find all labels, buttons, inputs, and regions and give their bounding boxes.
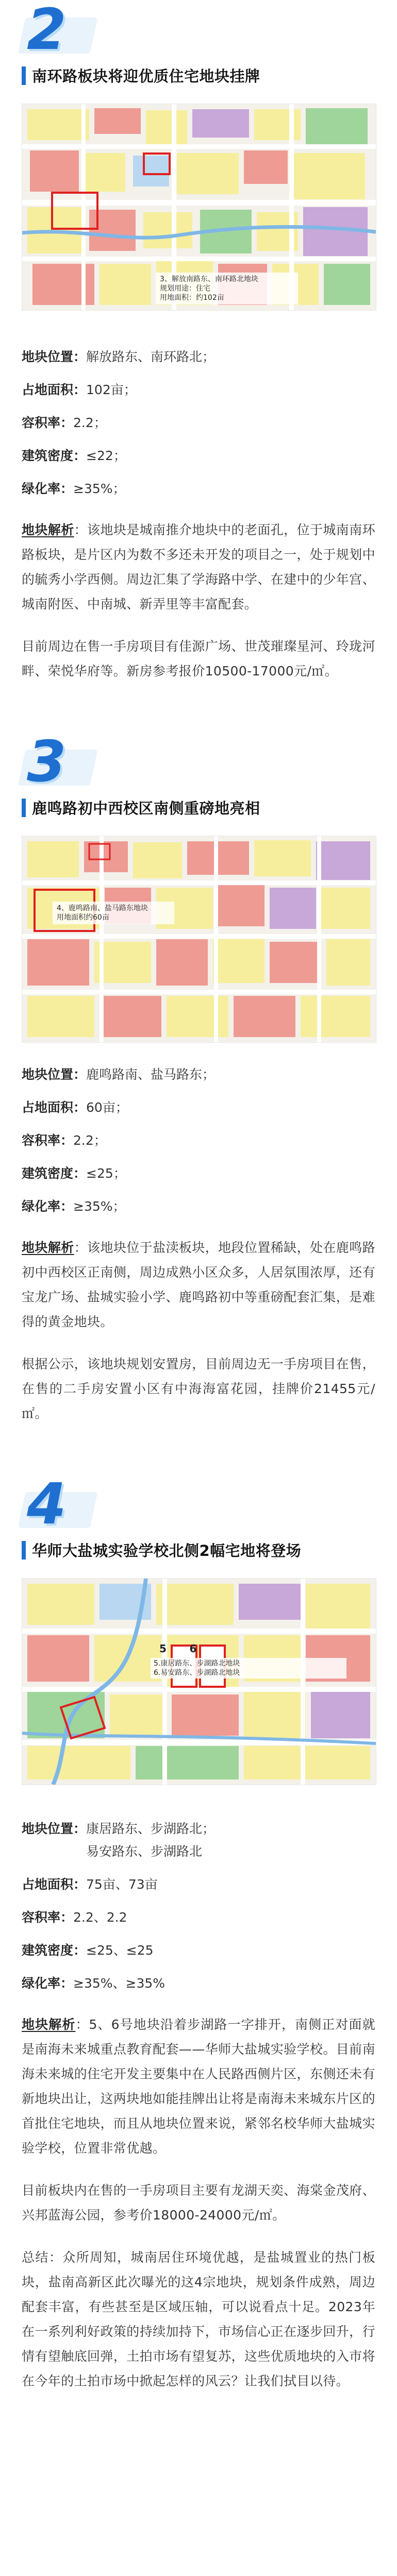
map-label: 5.康居路东、步湖路北地块: [154, 1659, 240, 1668]
field-green-rate: 绿化率：≥35%、≥35%: [22, 1976, 166, 1991]
section-title: 华师大盐城实验学校北侧2幅宅地将登场: [32, 1542, 302, 1560]
field-green-rate: 绿化率：≥35%；: [22, 1199, 126, 1214]
map-label: 用地面积约60亩: [57, 913, 109, 922]
section-number-3: [22, 728, 375, 794]
section-3: [0, 728, 397, 1475]
field-building-density: 建筑密度：≤25；: [22, 1166, 126, 1181]
map-svg: [22, 1579, 376, 1785]
plot-number-label: 5: [159, 1642, 167, 1655]
field-location: 地块位置：康居路东、步湖路北； 易安路东、步湖路北: [22, 1821, 216, 1859]
map-label-box: [156, 273, 298, 304]
analysis-paragraph: 地块解析：5、6号地块沿着步湖路一字排开，南侧正对面就是南海未来城重点教育配套——华师大盐城实验学校。目前南海未来城的住宅开发主要集中在人民路西侧片区，东侧还未有新地块出让，这两块地如能挂牌出让将是南海未来城东片区的首批住宅地块，而且从地块位置来说，紧邻名校华师大盐城实验学校，位置非常优越。: [22, 2017, 375, 2156]
analysis-paragraph: 地块解析：该地块是城南推介地块中的老面孔，位于城南南环路板块，是片区内为数不多还未开发的项目之一，处于规划中的毓秀小学西侧。周边汇集了学海路中学、在建中的少年宫、城南附医、中南城、新弄里等丰富配套。: [22, 522, 376, 612]
section-2: [0, 0, 397, 732]
section-title-bar: [22, 797, 375, 818]
field-plot-ratio: 容积率：2.2；: [22, 415, 107, 430]
map-svg: [22, 836, 376, 1042]
map-label: 4、鹿鸣路南、盐马路东地块: [57, 904, 148, 912]
market-paragraph: 目前周边在售一手房项目有佳源广场、世茂璀璨星河、玲珑河畔、荣悦华府等。新房参考报价10500-17000元/㎡。: [22, 639, 375, 679]
field-building-density: 建筑密度：≤25、≤25: [22, 1943, 154, 1958]
section-title: 南环路板块将迎优质住宅地块挂牌: [32, 67, 260, 85]
plot-number-label: 6: [189, 1642, 197, 1655]
map-label-box: [53, 902, 174, 924]
section-number: 4: [27, 1471, 67, 1537]
field-area: 占地面积：60亩；: [22, 1100, 128, 1115]
field-area: 占地面积：75亩、73亩: [22, 1877, 158, 1892]
field-building-density: 建筑密度：≤22；: [22, 448, 126, 463]
section-title-bar: [22, 1539, 375, 1561]
title-accent-bar: [22, 799, 26, 817]
field-plot-ratio: 容积率：2.2、2.2: [22, 1910, 127, 1925]
section-title-bar: [22, 65, 375, 86]
field-location: 地块位置：解放路东、南环路北；: [22, 349, 216, 364]
analysis-paragraph: 地块解析：该地块位于盐渎板块，地段位置稀缺，处在鹿鸣路初中西校区正南侧，周边成熟小区众多，人居氛围浓厚，还有宝龙广场、盐城实验小学、鹿鸣路初中等重磅配套汇集，是难得的黄金地块。: [22, 1240, 376, 1329]
field-green-rate: 绿化率：≥35%；: [22, 481, 126, 496]
land-plot-map: [22, 836, 376, 1043]
title-accent-bar: [22, 1541, 26, 1560]
field-location: 地块位置：鹿鸣路南、盐马路东；: [22, 1067, 216, 1082]
map-label: 用地面积：约102亩: [160, 294, 224, 302]
market-paragraph: 根据公示，该地块规划安置房，目前周边无一手房项目在售，在售的二手房安置小区有中海海富花园，挂牌价21455元/㎡。: [22, 1357, 375, 1421]
title-accent-bar: [22, 66, 26, 85]
section-title: 鹿鸣路初中西校区南侧重磅地亮相: [32, 800, 260, 817]
section-4: [0, 1471, 397, 2394]
summary-paragraph: 总结：众所周知，城南居住环境优越，是盐城置业的热门板块，盐南高新区此次曝光的这4宗地块，规划条件成熟，周边配套丰富，有些甚至是区域压轴，可以说看点十足。2023年在一系列利好政策的持续加持下，市场信心正在逐步回升，行情有望触底回弹，土拍市场有望复苏，这些优质地块的入市将在今年的土拍市场中掀起怎样的风云？让我们拭目以待。: [22, 2250, 375, 2388]
map-label: 6.易安路东、步湖路北地块: [154, 1669, 240, 1677]
map-label: 3、解放南路东、南环路北地块: [160, 275, 258, 283]
field-plot-ratio: 容积率：2.2；: [22, 1133, 107, 1148]
section-number: 3: [27, 728, 67, 794]
map-label: 规划用途：住宅: [160, 284, 210, 293]
section-number-2: [22, 0, 375, 62]
land-plot-map: [22, 1578, 376, 1785]
map-label-box: [151, 1644, 346, 1679]
field-area: 占地面积：102亩；: [22, 382, 137, 397]
section-number-4: [22, 1471, 375, 1537]
market-paragraph: 目前板块内在售的一手房项目主要有龙湖天奕、海棠金茂府、兴邦蓝海公园，参考价18000-24000元/㎡。: [22, 2183, 375, 2223]
section-number: 2: [27, 0, 67, 62]
